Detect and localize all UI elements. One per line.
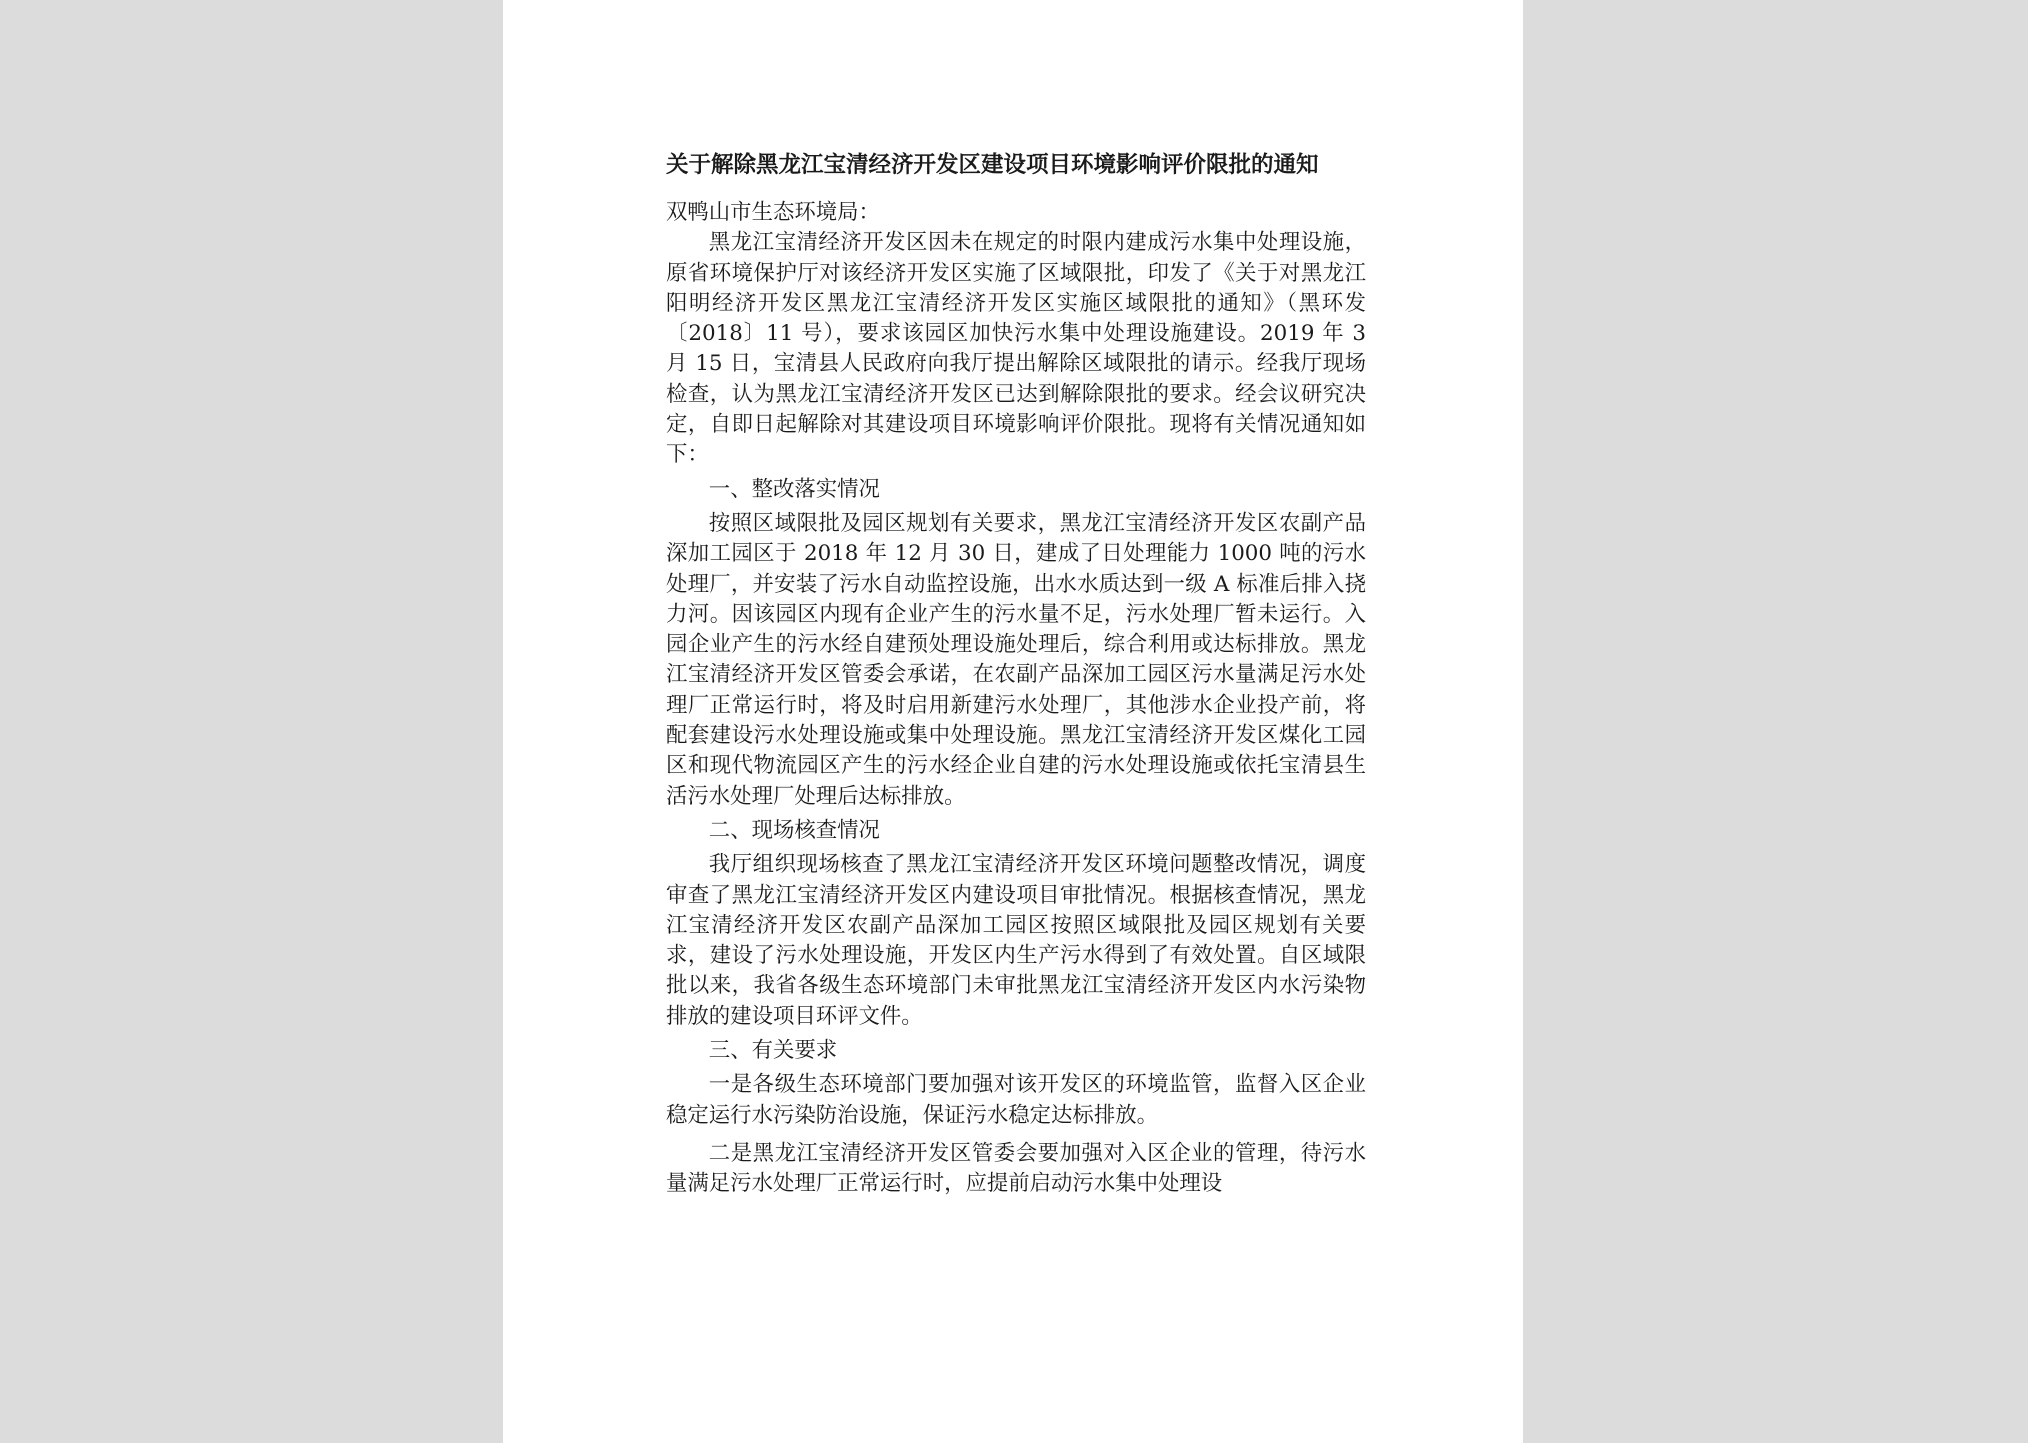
section-2-paragraph: 我厅组织现场核查了黑龙江宝清经济开发区环境问题整改情况，调度审查了黑龙江宝清经济开发区内建设项目审批情况。根据核查情况，黑龙江宝清经济开发区农副产品深加工园区按照区域限批及园区规划有关要求，建设了污水处理设施，开发区内生产污水得到了有效处置。自区域限批以来，我省各级生态环境部门未审批黑龙江宝清经济开发区内水污染物排放的建设项目环评文件。 bbox=[666, 852, 1366, 1029]
document-content bbox=[666, 150, 1366, 1200]
section-heading-1: 一、整改落实情况 bbox=[708, 476, 880, 502]
document-page bbox=[503, 0, 1523, 1443]
document-title: 关于解除黑龙江宝清经济开发区建设项目环境影响评价限批的通知 bbox=[666, 152, 1319, 178]
intro-paragraph: 黑龙江宝清经济开发区因未在规定的时限内建成污水集中处理设施，原省环境保护厅对该经济开发区实施了区域限批，印发了《关于对黑龙江阳明经济开发区黑龙江宝清经济开发区实施区域限批的通知》（黑环发〔2018〕11 号），要求该园区加快污水集中处理设施建设。2019 年 3 月 15 日，宝清县人民政府向我厅提出解除区域限批的请示。经我厅现场检查，认为黑龙江宝清经济开发区已达到解除限批的要求。经会议研究决定，自即日起解除对其建设项目环境影响评价限批。现将有关情况通知如下： bbox=[666, 230, 1366, 468]
salutation: 双鸭山市生态环境局： bbox=[666, 200, 880, 225]
section-heading-2: 二、现场核查情况 bbox=[708, 817, 880, 843]
document-body bbox=[666, 198, 1366, 1200]
section-3-item-2: 二是黑龙江宝清经济开发区管委会要加强对入区企业的管理，待污水量满足污水处理厂正常运行时，应提前启动污水集中处理设 bbox=[666, 1140, 1366, 1197]
section-heading-3: 三、有关要求 bbox=[708, 1038, 838, 1064]
section-1-paragraph: 按照区域限批及园区规划有关要求，黑龙江宝清经济开发区农副产品深加工园区于 2018 年 12 月 30 日，建成了日处理能力 1000 吨的污水处理厂，并安装了污水自动监控设施，出水水质达到一级 A 标准后排入挠力河。因该园区内现有企业产生的污水量不足，污水处理厂暂未运行。入园企业产生的污水经自建预处理设施处理后，综合利用或达标排放。黑龙江宝清经济开发区管委会承诺，在农副产品深加工园区污水量满足污水处理厂正常运行时，将及时启用新建污水处理厂，其他涉水企业投产前，将配套建设污水处理设施或集中处理设施。黑龙江宝清经济开发区煤化工园区和现代物流园区产生的污水经企业自建的污水处理设施或依托宝清县生活污水处理厂处理后达标排放。 bbox=[666, 510, 1366, 809]
section-3-item-1: 一是各级生态环境部门要加强对该开发区的环境监管，监督入区企业稳定运行水污染防治设施，保证污水稳定达标排放。 bbox=[666, 1072, 1366, 1128]
